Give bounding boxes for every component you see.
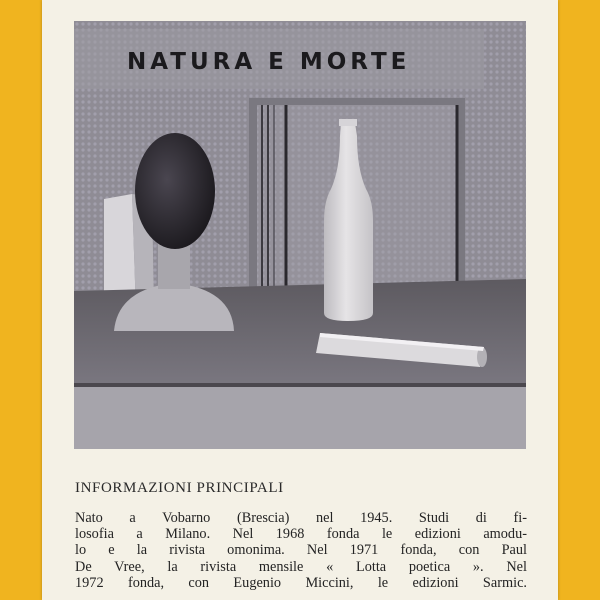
section-heading: INFORMAZIONI PRINCIPALI	[75, 480, 284, 496]
biography-line: 1972 fonda, con Eugenio Miccini, le edizioni Sarmic.	[75, 574, 527, 591]
still-life-painting	[74, 21, 526, 449]
biography-line: losofia a Milano. Nel 1968 fonda le edizioni amodu-	[75, 526, 527, 543]
painting-title: NATURA E MORTE	[127, 49, 411, 75]
biography-paragraph	[75, 510, 527, 591]
biography-line: De Vree, la rivista mensile « Lotta poetica ». Nel	[75, 558, 527, 575]
still-life-illustration	[74, 21, 526, 449]
biography-line: lo e la rivista omonima. Nel 1971 fonda, con Paul	[75, 542, 527, 559]
table-front	[74, 383, 526, 449]
book-page	[42, 0, 558, 600]
biography-line: Nato a Vobarno (Brescia) nel 1945. Studi di fi-	[75, 510, 527, 526]
